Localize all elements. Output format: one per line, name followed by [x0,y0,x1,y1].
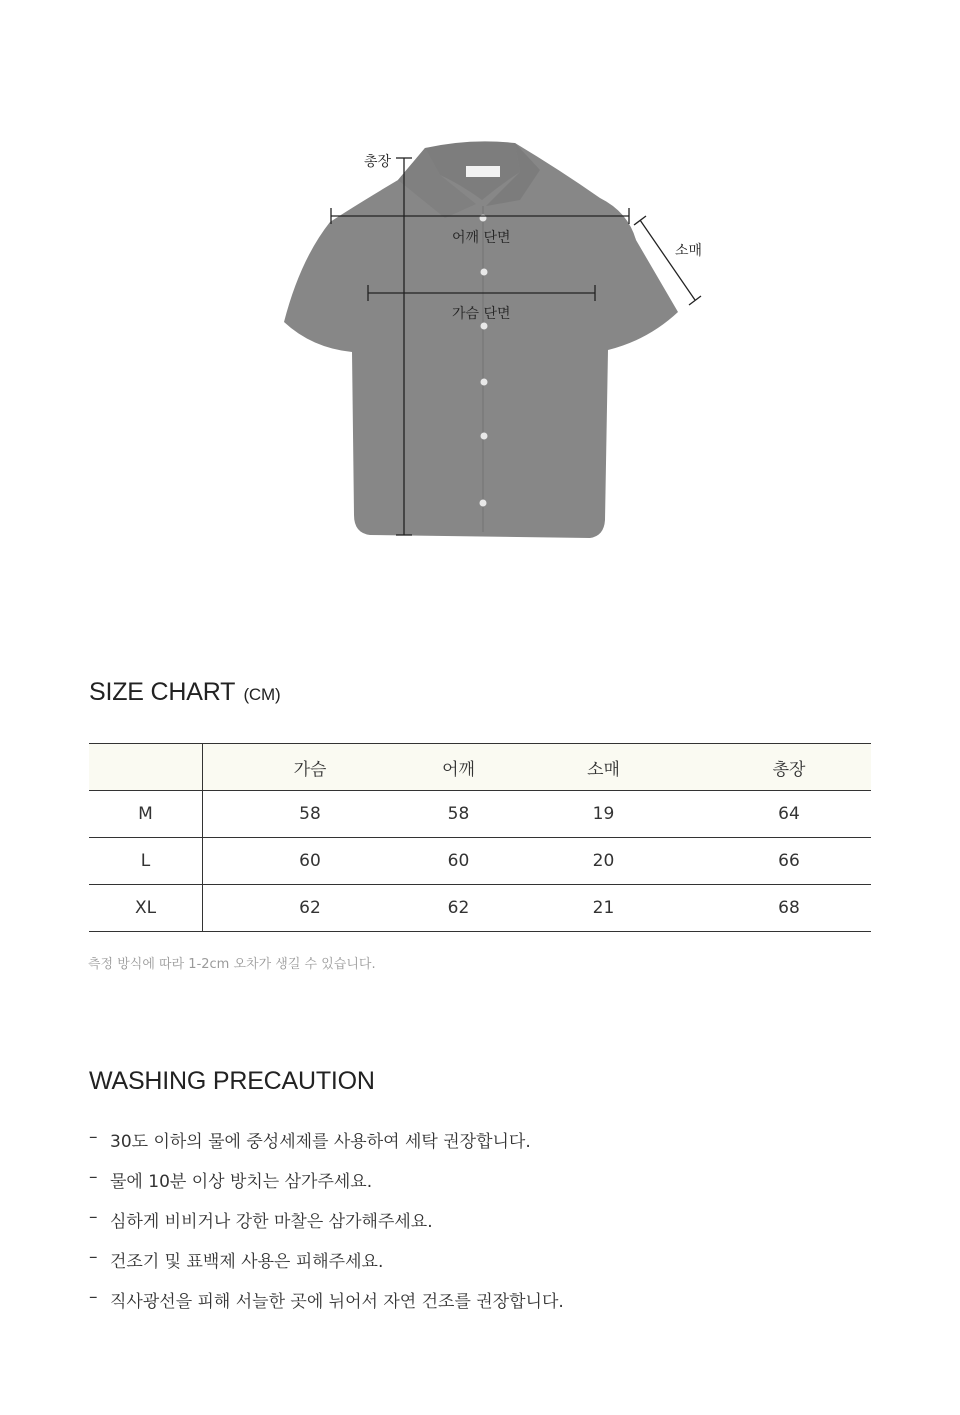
length-label: 총장 [364,154,392,170]
header-cell-size [89,744,203,791]
header-cell-length: 총장 [707,744,871,791]
shoulder-cell: 58 [417,791,500,838]
size-chart-title-text: SIZE CHART [89,678,235,706]
measurement-note: 측정 방식에 따라 1-2cm 오차가 생길 수 있습니다. [88,957,376,972]
length-cell: 66 [707,838,871,885]
button [481,269,488,276]
button [481,323,488,330]
list-item [89,1167,564,1207]
washing-title: WASHING PRECAUTION [89,1067,375,1095]
chest-cell: 58 [203,791,418,838]
sleeve-cell: 19 [500,791,707,838]
table-row [89,885,871,932]
button [480,500,487,507]
size-cell: M [89,791,203,838]
header-cell-sleeve: 소매 [500,744,707,791]
sleeve-cell: 21 [500,885,707,932]
dash-marker: – [89,1247,98,1267]
length-cell: 68 [707,885,871,932]
dash-marker: – [89,1287,98,1307]
chest-cell: 62 [203,885,418,932]
table-row [89,838,871,885]
button [481,433,488,440]
header-cell-shoulder: 어깨 [417,744,500,791]
size-chart-title [89,678,280,707]
table-row [89,791,871,838]
sleeve-cell: 20 [500,838,707,885]
list-item [89,1247,564,1287]
button [481,379,488,386]
list-item-text: 건조기 및 표백제 사용은 피해주세요. [110,1252,384,1272]
list-item-text: 30도 이하의 물에 중성세제를 사용하여 세탁 권장합니다. [110,1132,531,1152]
size-chart-unit: (CM) [243,685,281,704]
list-item [89,1287,564,1327]
shirt-body [284,143,678,538]
list-item [89,1127,564,1167]
list-item-text: 심하게 비비거나 강한 마찰은 삼가해주세요. [110,1212,433,1232]
list-item-text: 물에 10분 이상 방치는 삼가주세요. [110,1172,373,1192]
chest-cell: 60 [203,838,418,885]
shirt-illustration [0,0,960,600]
shoulder-label: 어깨 단면 [452,230,511,246]
dash-marker: – [89,1167,98,1187]
table-header-row [89,744,871,791]
length-cell: 64 [707,791,871,838]
dash-marker: – [89,1207,98,1227]
shoulder-cell: 60 [417,838,500,885]
list-item [89,1207,564,1247]
dash-marker: – [89,1127,98,1147]
header-cell-chest: 가슴 [203,744,418,791]
size-chart-table [89,743,871,932]
list-item-text: 직사광선을 피해 서늘한 곳에 뉘어서 자연 건조를 권장합니다. [110,1292,564,1312]
size-cell: XL [89,885,203,932]
sleeve-label: 소매 [675,243,703,259]
chest-label: 가슴 단면 [452,306,511,322]
washing-list [89,1127,564,1327]
size-cell: L [89,838,203,885]
neck-label [466,166,500,177]
garment-diagram [0,0,960,600]
shoulder-cell: 62 [417,885,500,932]
